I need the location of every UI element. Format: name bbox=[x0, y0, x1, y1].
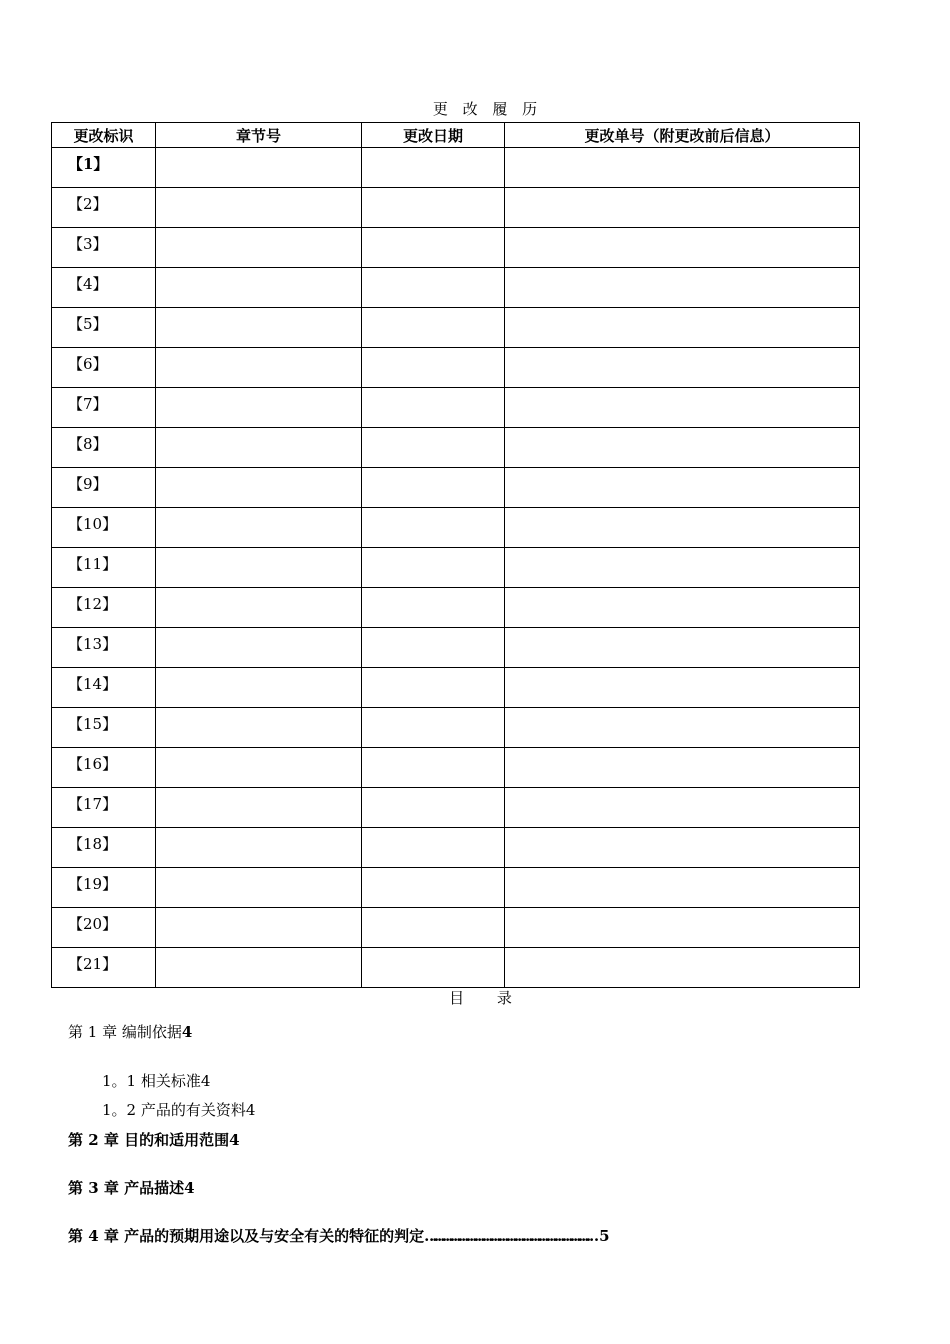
change-date-cell[interactable] bbox=[362, 948, 505, 988]
change-order-cell[interactable] bbox=[505, 588, 860, 628]
chapter-no-cell[interactable] bbox=[156, 388, 362, 428]
chapter-no-cell[interactable] bbox=[156, 468, 362, 508]
chapter-no-cell[interactable] bbox=[156, 548, 362, 588]
change-date-cell[interactable] bbox=[362, 308, 505, 348]
toc-entry-text: 1。2 产品的有关资料 bbox=[102, 1101, 246, 1119]
change-order-cell[interactable] bbox=[505, 508, 860, 548]
toc-entry-text: 第 3 章 产品描述 bbox=[68, 1179, 185, 1197]
change-order-cell[interactable] bbox=[505, 268, 860, 308]
chapter-no-cell[interactable] bbox=[156, 508, 362, 548]
toc-entry-page: 4 bbox=[184, 1179, 195, 1197]
chapter-no-cell[interactable] bbox=[156, 428, 362, 468]
change-date-cell[interactable] bbox=[362, 788, 505, 828]
change-order-cell[interactable] bbox=[505, 428, 860, 468]
header-change-date: 更改日期 bbox=[362, 123, 505, 148]
table-row bbox=[52, 148, 860, 188]
change-date-cell[interactable] bbox=[362, 908, 505, 948]
table-row bbox=[52, 388, 860, 428]
chapter-no-cell[interactable] bbox=[156, 828, 362, 868]
change-order-cell[interactable] bbox=[505, 228, 860, 268]
change-order-cell[interactable] bbox=[505, 948, 860, 988]
change-date-cell[interactable] bbox=[362, 748, 505, 788]
chapter-no-cell[interactable] bbox=[156, 228, 362, 268]
table-row bbox=[52, 548, 860, 588]
toc-entry-page: 4 bbox=[200, 1072, 211, 1090]
change-id-cell: 【10】 bbox=[52, 508, 156, 548]
change-id-cell: 【1】 bbox=[52, 148, 156, 188]
table-row bbox=[52, 588, 860, 628]
table-row bbox=[52, 508, 860, 548]
toc-entry-chapter-4[interactable] bbox=[68, 1225, 610, 1246]
chapter-no-cell[interactable] bbox=[156, 708, 362, 748]
change-order-cell[interactable] bbox=[505, 908, 860, 948]
toc-entry-chapter-1[interactable] bbox=[68, 1021, 192, 1042]
table-row bbox=[52, 348, 860, 388]
change-date-cell[interactable] bbox=[362, 268, 505, 308]
change-id-cell: 【9】 bbox=[52, 468, 156, 508]
chapter-no-cell[interactable] bbox=[156, 788, 362, 828]
table-row bbox=[52, 748, 860, 788]
table-row bbox=[52, 788, 860, 828]
table-row bbox=[52, 308, 860, 348]
change-id-cell: 【12】 bbox=[52, 588, 156, 628]
change-order-cell[interactable] bbox=[505, 748, 860, 788]
change-id-cell: 【21】 bbox=[52, 948, 156, 988]
change-date-cell[interactable] bbox=[362, 388, 505, 428]
change-order-cell[interactable] bbox=[505, 708, 860, 748]
toc-entry-page: 4 bbox=[229, 1131, 240, 1149]
change-id-cell: 【2】 bbox=[52, 188, 156, 228]
chapter-no-cell[interactable] bbox=[156, 868, 362, 908]
table-row bbox=[52, 428, 860, 468]
change-date-cell[interactable] bbox=[362, 828, 505, 868]
change-date-cell[interactable] bbox=[362, 508, 505, 548]
toc-entry-text: 第 1 章 编制依据 bbox=[68, 1023, 182, 1041]
toc-entry-leader: ……………………………………………………… bbox=[424, 1227, 593, 1245]
chapter-no-cell[interactable] bbox=[156, 588, 362, 628]
change-id-cell: 【11】 bbox=[52, 548, 156, 588]
change-order-cell[interactable] bbox=[505, 628, 860, 668]
table-row bbox=[52, 828, 860, 868]
change-id-cell: 【16】 bbox=[52, 748, 156, 788]
change-id-cell: 【20】 bbox=[52, 908, 156, 948]
change-id-cell: 【3】 bbox=[52, 228, 156, 268]
change-order-cell[interactable] bbox=[505, 548, 860, 588]
toc-entry-section-1-1[interactable] bbox=[102, 1070, 210, 1091]
chapter-no-cell[interactable] bbox=[156, 308, 362, 348]
header-change-order-no: 更改单号（附更改前后信息） bbox=[505, 123, 860, 148]
toc-entry-text: 第 2 章 目的和适用范围 bbox=[68, 1131, 230, 1149]
table-row bbox=[52, 468, 860, 508]
change-date-cell[interactable] bbox=[362, 188, 505, 228]
change-id-cell: 【6】 bbox=[52, 348, 156, 388]
change-id-cell: 【5】 bbox=[52, 308, 156, 348]
change-date-cell[interactable] bbox=[362, 548, 505, 588]
toc-entry-text: 第 4 章 产品的预期用途以及与安全有关的特征的判定 bbox=[68, 1227, 425, 1245]
table-row bbox=[52, 708, 860, 748]
table-row bbox=[52, 188, 860, 228]
chapter-no-cell[interactable] bbox=[156, 748, 362, 788]
table-row bbox=[52, 628, 860, 668]
toc-entry-chapter-3[interactable] bbox=[68, 1177, 195, 1198]
header-chapter-no: 章节号 bbox=[156, 123, 362, 148]
table-row bbox=[52, 268, 860, 308]
change-id-cell: 【4】 bbox=[52, 268, 156, 308]
change-date-cell[interactable] bbox=[362, 588, 505, 628]
change-order-cell[interactable] bbox=[505, 308, 860, 348]
change-date-cell[interactable] bbox=[362, 468, 505, 508]
chapter-no-cell[interactable] bbox=[156, 188, 362, 228]
table-row bbox=[52, 668, 860, 708]
toc-entry-chapter-2[interactable] bbox=[68, 1129, 240, 1150]
change-history-table bbox=[51, 122, 860, 988]
chapter-no-cell[interactable] bbox=[156, 908, 362, 948]
change-order-cell[interactable] bbox=[505, 668, 860, 708]
change-order-cell[interactable] bbox=[505, 468, 860, 508]
change-date-cell[interactable] bbox=[362, 428, 505, 468]
change-date-cell[interactable] bbox=[362, 348, 505, 388]
change-id-cell: 【19】 bbox=[52, 868, 156, 908]
chapter-no-cell[interactable] bbox=[156, 628, 362, 668]
toc-title: 目 录 bbox=[449, 989, 526, 1007]
change-order-cell[interactable] bbox=[505, 828, 860, 868]
chapter-no-cell[interactable] bbox=[156, 948, 362, 988]
toc-entry-page: 4 bbox=[245, 1101, 256, 1119]
toc-entry-text: 1。1 相关标准 bbox=[102, 1072, 201, 1090]
table-row bbox=[52, 868, 860, 908]
chapter-no-cell[interactable] bbox=[156, 268, 362, 308]
change-id-cell: 【7】 bbox=[52, 388, 156, 428]
table-header-row bbox=[52, 123, 860, 148]
change-id-cell: 【18】 bbox=[52, 828, 156, 868]
change-date-cell[interactable] bbox=[362, 868, 505, 908]
change-date-cell[interactable] bbox=[362, 708, 505, 748]
change-id-cell: 【14】 bbox=[52, 668, 156, 708]
change-date-cell[interactable] bbox=[362, 228, 505, 268]
change-date-cell[interactable] bbox=[362, 668, 505, 708]
change-date-cell[interactable] bbox=[362, 148, 505, 188]
table-row bbox=[52, 908, 860, 948]
change-id-cell: 【15】 bbox=[52, 708, 156, 748]
change-id-cell: 【17】 bbox=[52, 788, 156, 828]
toc-entry-page: 5 bbox=[599, 1227, 610, 1245]
toc-entry-page: 4 bbox=[181, 1023, 193, 1041]
chapter-no-cell[interactable] bbox=[156, 148, 362, 188]
change-order-cell[interactable] bbox=[505, 348, 860, 388]
chapter-no-cell[interactable] bbox=[156, 668, 362, 708]
header-change-id: 更改标识 bbox=[52, 123, 156, 148]
history-title: 更 改 履 历 bbox=[432, 100, 543, 118]
change-id-cell: 【13】 bbox=[52, 628, 156, 668]
table-row bbox=[52, 948, 860, 988]
table-row bbox=[52, 228, 860, 268]
change-order-cell[interactable] bbox=[505, 188, 860, 228]
change-date-cell[interactable] bbox=[362, 628, 505, 668]
toc-entry-section-1-2[interactable] bbox=[102, 1099, 255, 1120]
change-id-cell: 【8】 bbox=[52, 428, 156, 468]
change-order-cell[interactable] bbox=[505, 388, 860, 428]
change-order-cell[interactable] bbox=[505, 868, 860, 908]
change-order-cell[interactable] bbox=[505, 148, 860, 188]
change-order-cell[interactable] bbox=[505, 788, 860, 828]
chapter-no-cell[interactable] bbox=[156, 348, 362, 388]
